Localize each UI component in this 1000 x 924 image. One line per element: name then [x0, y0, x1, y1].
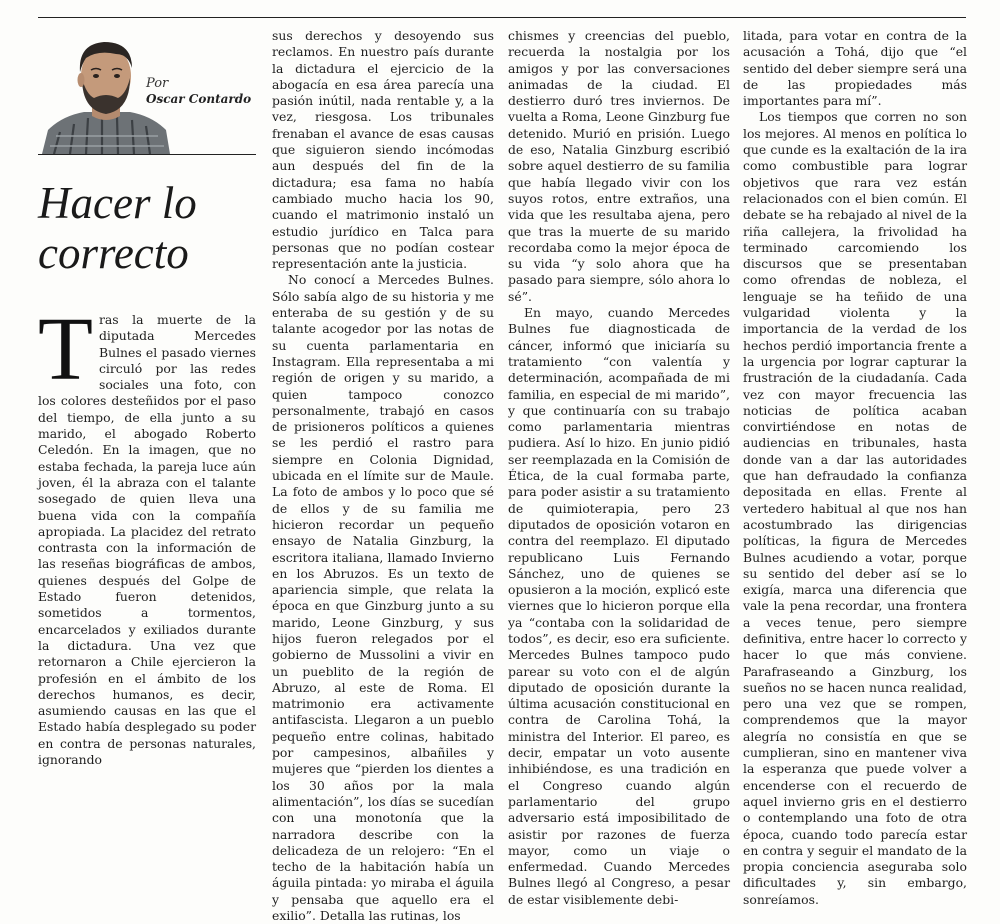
lead-text: ras la muerte de la diputada Mercedes Bulnes el pasado viernes circuló por las redes sociales una foto, con los colores desteñidos por el paso del tiempo, de ella junto a su marido, el abogado Roberto Celedón. En la imagen, que no estaba fechada, la pareja luce aún joven, él la abraza con el talante sosegado de quien lleva una buena vida con la compañía apropiada. La placidez del retrato contrasta con la información de las reseñas biográficas de ambos, quienes después del Golpe de Estado fueron detenidos, sometidos a tormentos, encarcelados y exiliados durante la dictadura. Una vez que retornaron a Chile ejercieron la profesión en el ámbito de los derechos humanos, es decir, asumiendo causas en las que el Estado había desplegado su poder en contra de personas naturales, ignorando	[38, 312, 256, 768]
author-rule	[38, 154, 256, 155]
column-2	[272, 28, 494, 924]
byline-author: Oscar Contardo	[146, 92, 252, 106]
paragraph: litada, para votar en contra de la acusación a Tohá, dijo que “el sentido del deber siempre será una de las propiedades más importantes para mí”.	[743, 28, 967, 109]
column-1	[38, 28, 256, 154]
lead-paragraph-block	[38, 300, 256, 768]
paragraph: No conocí a Mercedes Bulnes. Sólo sabía algo de su historia y me enteraba de su gestión y de su talante acogedor por las notas de su cuenta parlamentaria en Instagram. Ella representaba a mi región de origen y su marido, a quien tampoco conozco personalmente, trabajó en casos de prisioneros políticos a quienes se les perdió el rastro para siempre en Colonia Dignidad, ubicada en el límite sur de Maule. La foto de ambos y lo poco que sé de ellos y de su familia me hicieron recordar un pequeño ensayo de Natalia Ginzburg, la escritora italiana, llamado Invierno en los Abruzos. Es un texto de apariencia simple, que relata la época en que Ginzburg junto a su marido, Leone Ginzburg, y sus hijos fueron relegados por el gobierno de Mussolini a vivir en un pueblito de la región de Abruzo, al este de Roma. El matrimonio era activamente antifascista. Llegaron a un pueblo pequeño entre colinas, habitado por campesinos, albañiles y mujeres que “pierden los dientes a los 30 años por la mala alimentación”, los días se sucedían con una monotonía que la narradora describe con la delicadeza de un relojero: “En el techo de la habitación había un águila pintada: yo miraba el águila y pensaba que aquello era el exilio”. Detalla las rutinas, los	[272, 272, 494, 924]
headline-line-2: correcto	[38, 228, 189, 278]
column-3	[508, 28, 730, 908]
paragraph: sus derechos y desoyendo sus reclamos. En nuestro país durante la dictadura el ejercicio de la abogacía en esa área parecía una pasión inútil, nada rentable y, a la vez, riesgosa. Los tribunales frenaban el avance de esas causas que siguieron siendo incómodas aun después del fin de la dictadura; esa fama no había cambiado mucho hacia los 90, cuando el matrimonio instaló un estudio jurídico en Talca para personas que no podían costear representación ante la justicia.	[272, 28, 494, 272]
lead-paragraph	[38, 300, 256, 768]
author-box	[38, 28, 256, 154]
top-rule	[38, 17, 966, 18]
headline-line-1: Hacer lo	[38, 178, 197, 228]
paragraph: En mayo, cuando Mercedes Bulnes fue diagnosticada de cáncer, informó que iniciaría su tratamiento “con valentía y determinación, acompañada de mi familia, en especial de mi marido”, y que continuaría con su trabajo como parlamentaria mientras pudiera. Así lo hizo. En junio pidió ser reemplazada en la Comisión de Ética, de la cual formaba parte, para poder asistir a su tratamiento de quimioterapia, pero 23 diputados de oposición votaron en contra del reemplazo. El diputado republicano Luis Fernando Sánchez, uno de quienes se opusieron a la moción, explicó este viernes que lo hicieron porque ella ya “contaba con la solidaridad de todos”, es decir, eso era suficiente. Mercedes Bulnes tampoco pudo parear su voto con el de algún diputado de oposición durante la última acusación constitucional en contra de Carolina Tohá, la ministra del Interior. El pareo, es decir, empatar un voto ausente inhibiéndose, es una tradición en el Congreso cuando algún parlamentario del grupo adversario está imposibilitado de asistir por razones de fuerza mayor, como un viaje o enfermedad. Cuando Mercedes Bulnes llegó al Congreso, a pesar de estar visiblemente debi-	[508, 305, 730, 907]
drop-cap: T	[38, 300, 93, 399]
paragraph: chismes y creencias del pueblo, recuerda la nostalgia por los amigos y por las conversaciones animadas de la ciudad. El destierro duró tres inviernos. De vuelta a Roma, Leone Ginzburg fue detenido. Murió en prisión. Luego de eso, Natalia Ginzburg escribió sobre aquel destierro de su familia que había llegado vivir con los suyos rotos, entre extraños, una vida que les resultaba ajena, pero que tras la muerte de su marido recordaba como la mejor época de su vida “y solo ahora que ha pasado para siempre, sólo ahora lo sé”.	[508, 28, 730, 304]
paragraph: Los tiempos que corren no son los mejores. Al menos en política lo que cunde es la exaltación de la ira como combustible para lograr objetivos que rara vez están relacionados con el bien común. El debate se ha rebajado al nivel de la riña callejera, la frivolidad ha terminado carcomiendo los discursos que se presentaban como ofrendas de nobleza, el lenguaje se ha teñido de una vulgaridad violenta y la importancia de la verdad de los hechos perdió importancia frente a la urgencia por lograr capturar la frustración de la ciudadanía. Cada vez con mayor frecuencia las noticias de política acaban convirtiéndose en notas de audiencias en tribunales, hasta donde van a dar las autoridades que han defraudado la confianza depositada en ellas. Frente al vertedero habitual al que nos han acostumbrado las dirigencias políticas, la figura de Mercedes Bulnes acudiendo a votar, porque su sentido del deber así se lo exigía, marca una diferencia que vale la pena recordar, una frontera a veces tenue, pero siempre definitiva, entre hacer lo correcto y hacer lo que más conviene. Parafraseando a Ginzburg, los sueños no se hacen nunca realidad, pero una vez que se rompen, comprendemos que la mayor alegría no consistía en que se cumplieran, sino en mantener viva la esperanza que puede volver a encenderse con el recuerdo de aquel invierno gris en el destierro o contemplando una foto de otra época, cuando todo parecía estar en contra y seguir el mandato de la propia conciencia aseguraba solo dificultades y, sin embargo, sonreíamos.	[743, 109, 967, 907]
column-4	[743, 28, 967, 908]
byline-prefix: Por	[146, 76, 169, 91]
headline	[38, 178, 256, 278]
